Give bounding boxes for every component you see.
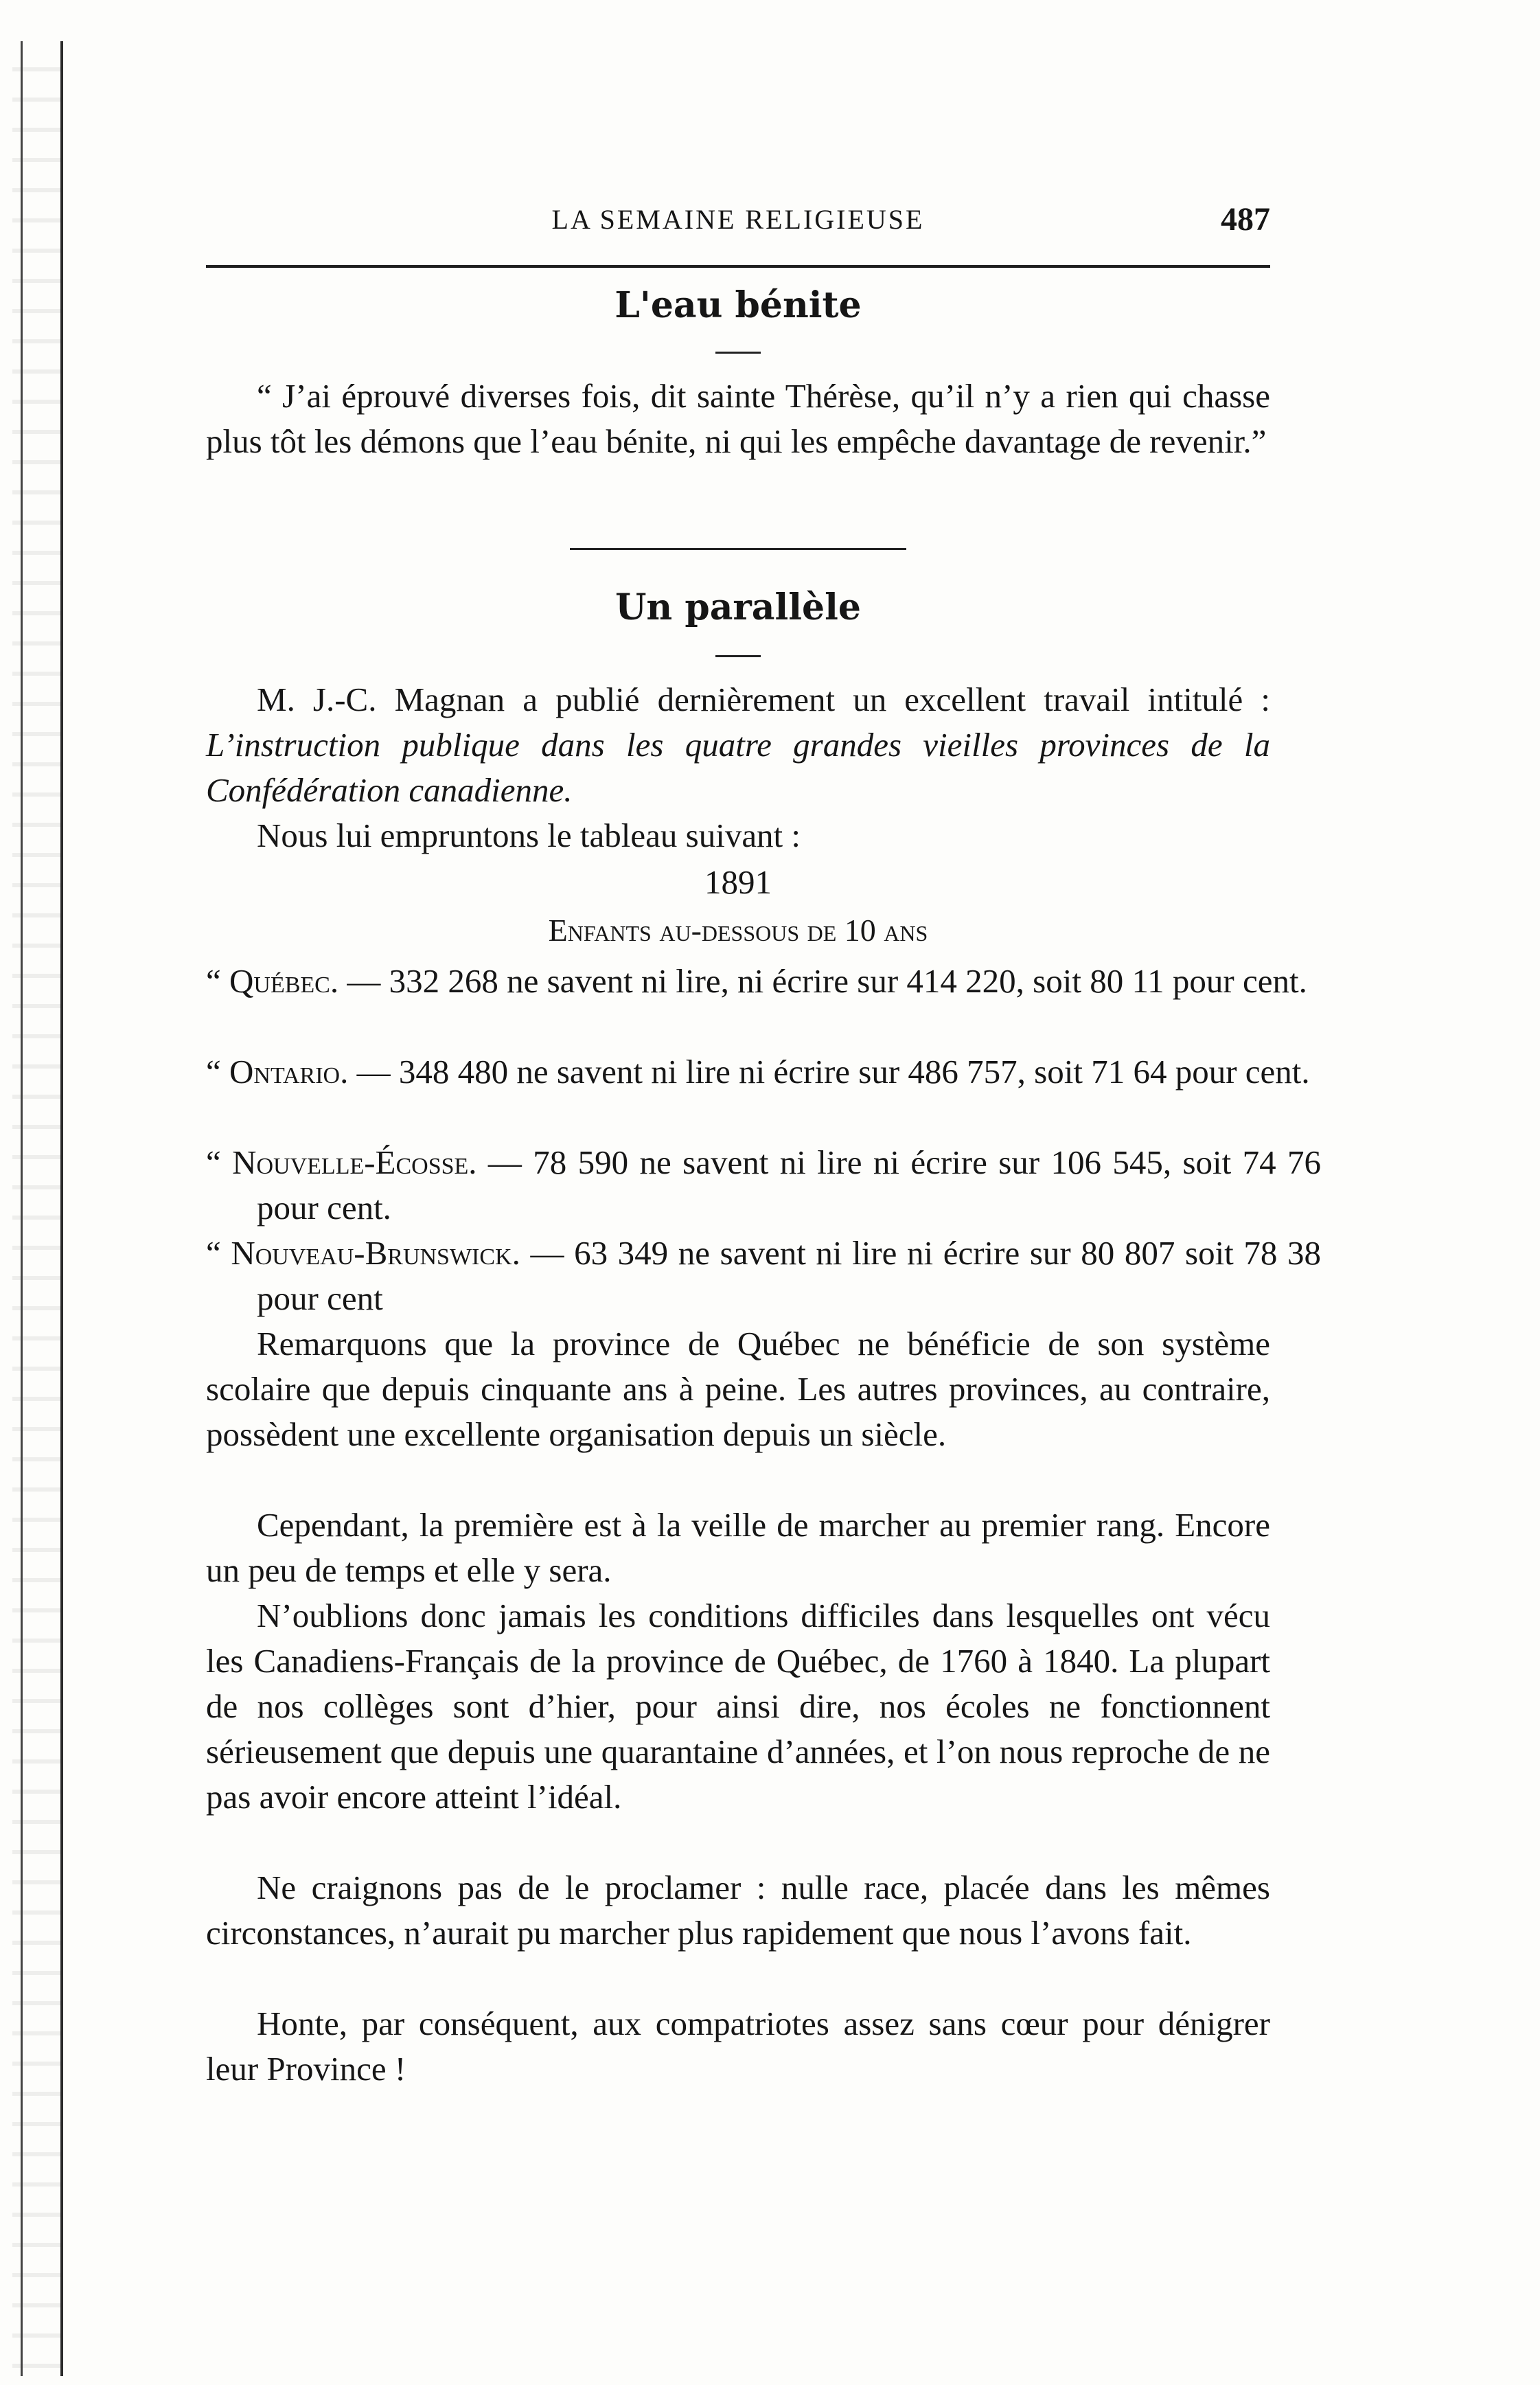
- intro-sentence: Nous lui empruntons le tableau suivant :: [257, 817, 801, 854]
- paragraph-craignons: Ne craignons pas de le proclamer : nulle race, placée dans les mêmes circonstances, n’aurait pu marcher plus rapidement que nous l’avons fait.: [206, 1869, 1270, 1952]
- province-name: “ Ontario.: [206, 1053, 349, 1091]
- section-title-parallele: Un parallèle: [615, 586, 861, 628]
- page-number: 487: [1221, 201, 1270, 238]
- row-text: — 63 349 ne savent ni lire ni écrire sur 80 807 soit 78 38 pour cent: [257, 1234, 1321, 1317]
- running-title: LA SEMAINE RELIGIEUSE: [551, 204, 925, 235]
- publication-title: L’instruction publique dans les quatre grandes vieilles provinces de la Confédération canadienne.: [206, 726, 1270, 809]
- header-rule: [206, 265, 1270, 268]
- table-row-quebec: [206, 959, 1321, 1004]
- paragraph-oublions: N’oublions donc jamais les conditions difficiles dans lesquelles ont vécu les Canadiens-Français de la province de Québec, de 1760 à 1840. La plupart de nos collèges sont d’hier, pour ainsi dire, nos écoles ne fonctionnent sérieusement que depuis une quarantaine d’années, et l’on nous reproche de ne pas avoir encore atteint l’idéal.: [206, 1597, 1270, 1816]
- paragraph-honte: Honte, par conséquent, aux compatriotes assez sans cœur pour dénigrer leur Province !: [206, 2005, 1270, 2088]
- table-year: 1891: [704, 863, 772, 901]
- section-separator-rule: [570, 548, 906, 550]
- section-title-eau-benite: L'eau bénite: [614, 284, 862, 326]
- table-row-nouvelle-ecosse: [206, 1140, 1321, 1231]
- table-caption: Enfants au-dessous de 10 ans: [548, 913, 928, 948]
- row-text: — 348 480 ne savent ni lire ni écrire sur 486 757, soit 71 64 pour cent.: [348, 1053, 1310, 1091]
- title-dash: [715, 655, 761, 657]
- province-name: “ Nouvelle-Écosse.: [206, 1143, 477, 1181]
- intro-plain-text: M. J.-C. Magnan a publié dernièrement un excellent travail intitulé :: [257, 681, 1270, 718]
- row-text: — 78 590 ne savent ni lire ni écrire sur 106 545, soit 74 76 pour cent.: [257, 1143, 1321, 1226]
- province-name: “ Nouveau-Brunswick.: [206, 1234, 520, 1272]
- intro-paragraph: [206, 677, 1270, 814]
- paragraph-cependant: Cependant, la première est à la veille de marcher au premier rang. Encore un peu de temps et elle y sera.: [206, 1506, 1270, 1589]
- running-head: [206, 201, 1270, 242]
- book-binding-edge: [12, 41, 63, 2376]
- province-name: “ Québec.: [206, 962, 339, 1000]
- quote-paragraph: “ J’ai éprouvé diverses fois, dit sainte Thérèse, qu’il n’y a rien qui chasse plus tôt les démons que l’eau bénite, ni qui les empêche davantage de revenir.”: [206, 377, 1270, 460]
- paragraph-remarquons: Remarquons que la province de Québec ne bénéficie de son système scolaire que depuis cinquante ans à peine. Les autres provinces, au contraire, possèdent une excellente organisation depuis un siècle.: [206, 1325, 1270, 1453]
- title-dash: [715, 352, 761, 354]
- table-row-nouveau-brunswick: [206, 1231, 1321, 1321]
- table-row-ontario: [206, 1049, 1321, 1095]
- row-text: — 332 268 ne savent ni lire, ni écrire sur 414 220, soit 80 11 pour cent.: [338, 962, 1307, 1000]
